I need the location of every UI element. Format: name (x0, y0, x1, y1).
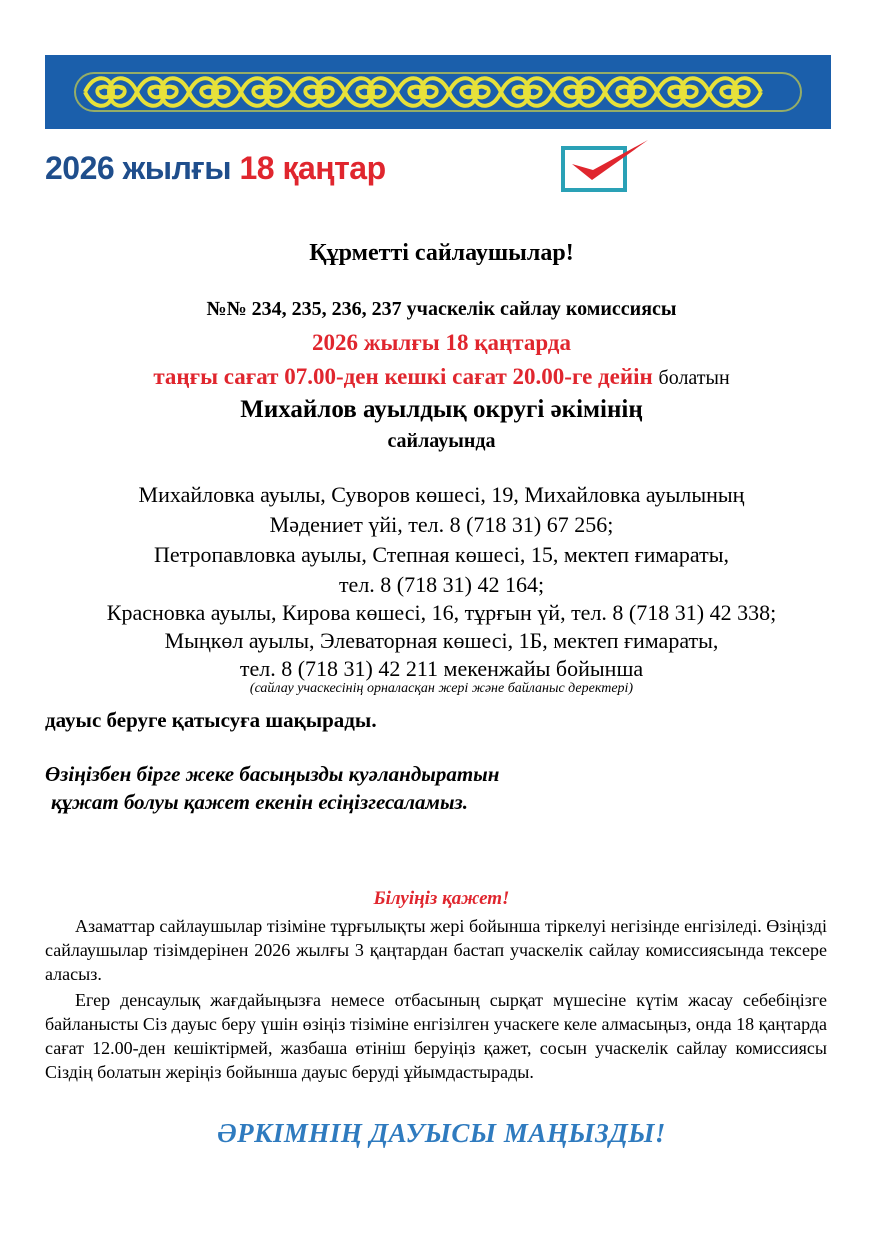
ornament-banner (45, 55, 831, 129)
slogan: ӘРКІМНІҢ ДАУЫСЫ МАҢЫЗДЫ! (217, 1118, 666, 1148)
info-paragraph: Егер денсаулық жағдайыңызға немесе отбасының сырқат мүшесіне күтім жасау себебіңізге байланысты Сіз дауыс беру үшін өзіңіз тізіміне енгізілген учаскеге келе алмасыңыз, онда 18 қаңтарда сағат 12.00-ден кешіктірмей, жазбаша өтініш беруіңіз қажет, сосын учаскелік сайлау комиссиясы Сіздің болатын жеріңіз бойынша дауыс беруді ұйымдастырады. (45, 990, 827, 1082)
address-line: тел. 8 (718 31) 42 164; (338, 572, 545, 597)
reminder-line: Өзіңізбен бірге жеке басыңызды куәландыратын (45, 762, 500, 786)
address-line: Михайловка ауылы, Суворов көшесі, 19, Михайловка ауылының (138, 482, 745, 507)
election-title: Михайлов ауылдық округі әкімінің (240, 396, 643, 423)
address-line: Мәдениет үйі, тел. 8 (718 31) 67 256; (269, 512, 614, 537)
voting-hours (0, 364, 883, 390)
commission-title: №№ 234, 235, 236, 237 учаскелік сайлау комиссиясы (206, 298, 677, 320)
reminder-line: құжат болуы қажет екенін есіңізгесаламыз. (51, 790, 468, 814)
id-reminder (45, 760, 499, 816)
address-line: Петропавловка ауылы, Степная көшесі, 15, мектеп ғимараты, (153, 542, 730, 567)
know-title: Білуіңіз қажет! (373, 888, 510, 909)
address-line: тел. 8 (718 31) 42 211 мекенжайы бойынша (239, 656, 644, 681)
kazakh-ornament-icon (45, 55, 831, 129)
info-paragraph: Азаматтар сайлаушылар тізіміне тұрғылықты жері бойынша тіркелуі негізінде енгізіледі. Өзіңізді сайлаушылар тізімдерінен 2026 жылғы 3 қаңтардан бастап учаскелік сайлау комиссиясында тексере аласыз. (45, 916, 827, 984)
voting-hours-suffix: болатын (658, 367, 730, 389)
election-date-heading (45, 150, 386, 187)
date-year-part: 2026 жылғы (45, 150, 232, 186)
checkbox-check-icon (560, 136, 652, 194)
address-line: Красновка ауылы, Кирова көшесі, 16, тұрғын үй, тел. 8 (718 31) 42 338; (106, 600, 777, 625)
greeting: Құрметті сайлаушылар! (309, 240, 574, 266)
voting-hours-text: таңғы сағат 07.00-ден кешкі сағат 20.00-ге дейін (153, 364, 653, 389)
date-day-part: 18 қаңтар (239, 150, 386, 186)
election-subtitle: сайлауында (387, 430, 496, 452)
address-line: Мыңкөл ауылы, Элеваторная көшесі, 1Б, мектеп ғимараты, (164, 628, 719, 653)
invitation-text: дауыс беруге қатысуға шақырады. (45, 708, 377, 732)
address-note: (сайлау учаскесінің орналасқан жері және байланыс деректері) (249, 681, 634, 696)
election-date-text: 2026 жылғы 18 қаңтарда (312, 330, 571, 355)
